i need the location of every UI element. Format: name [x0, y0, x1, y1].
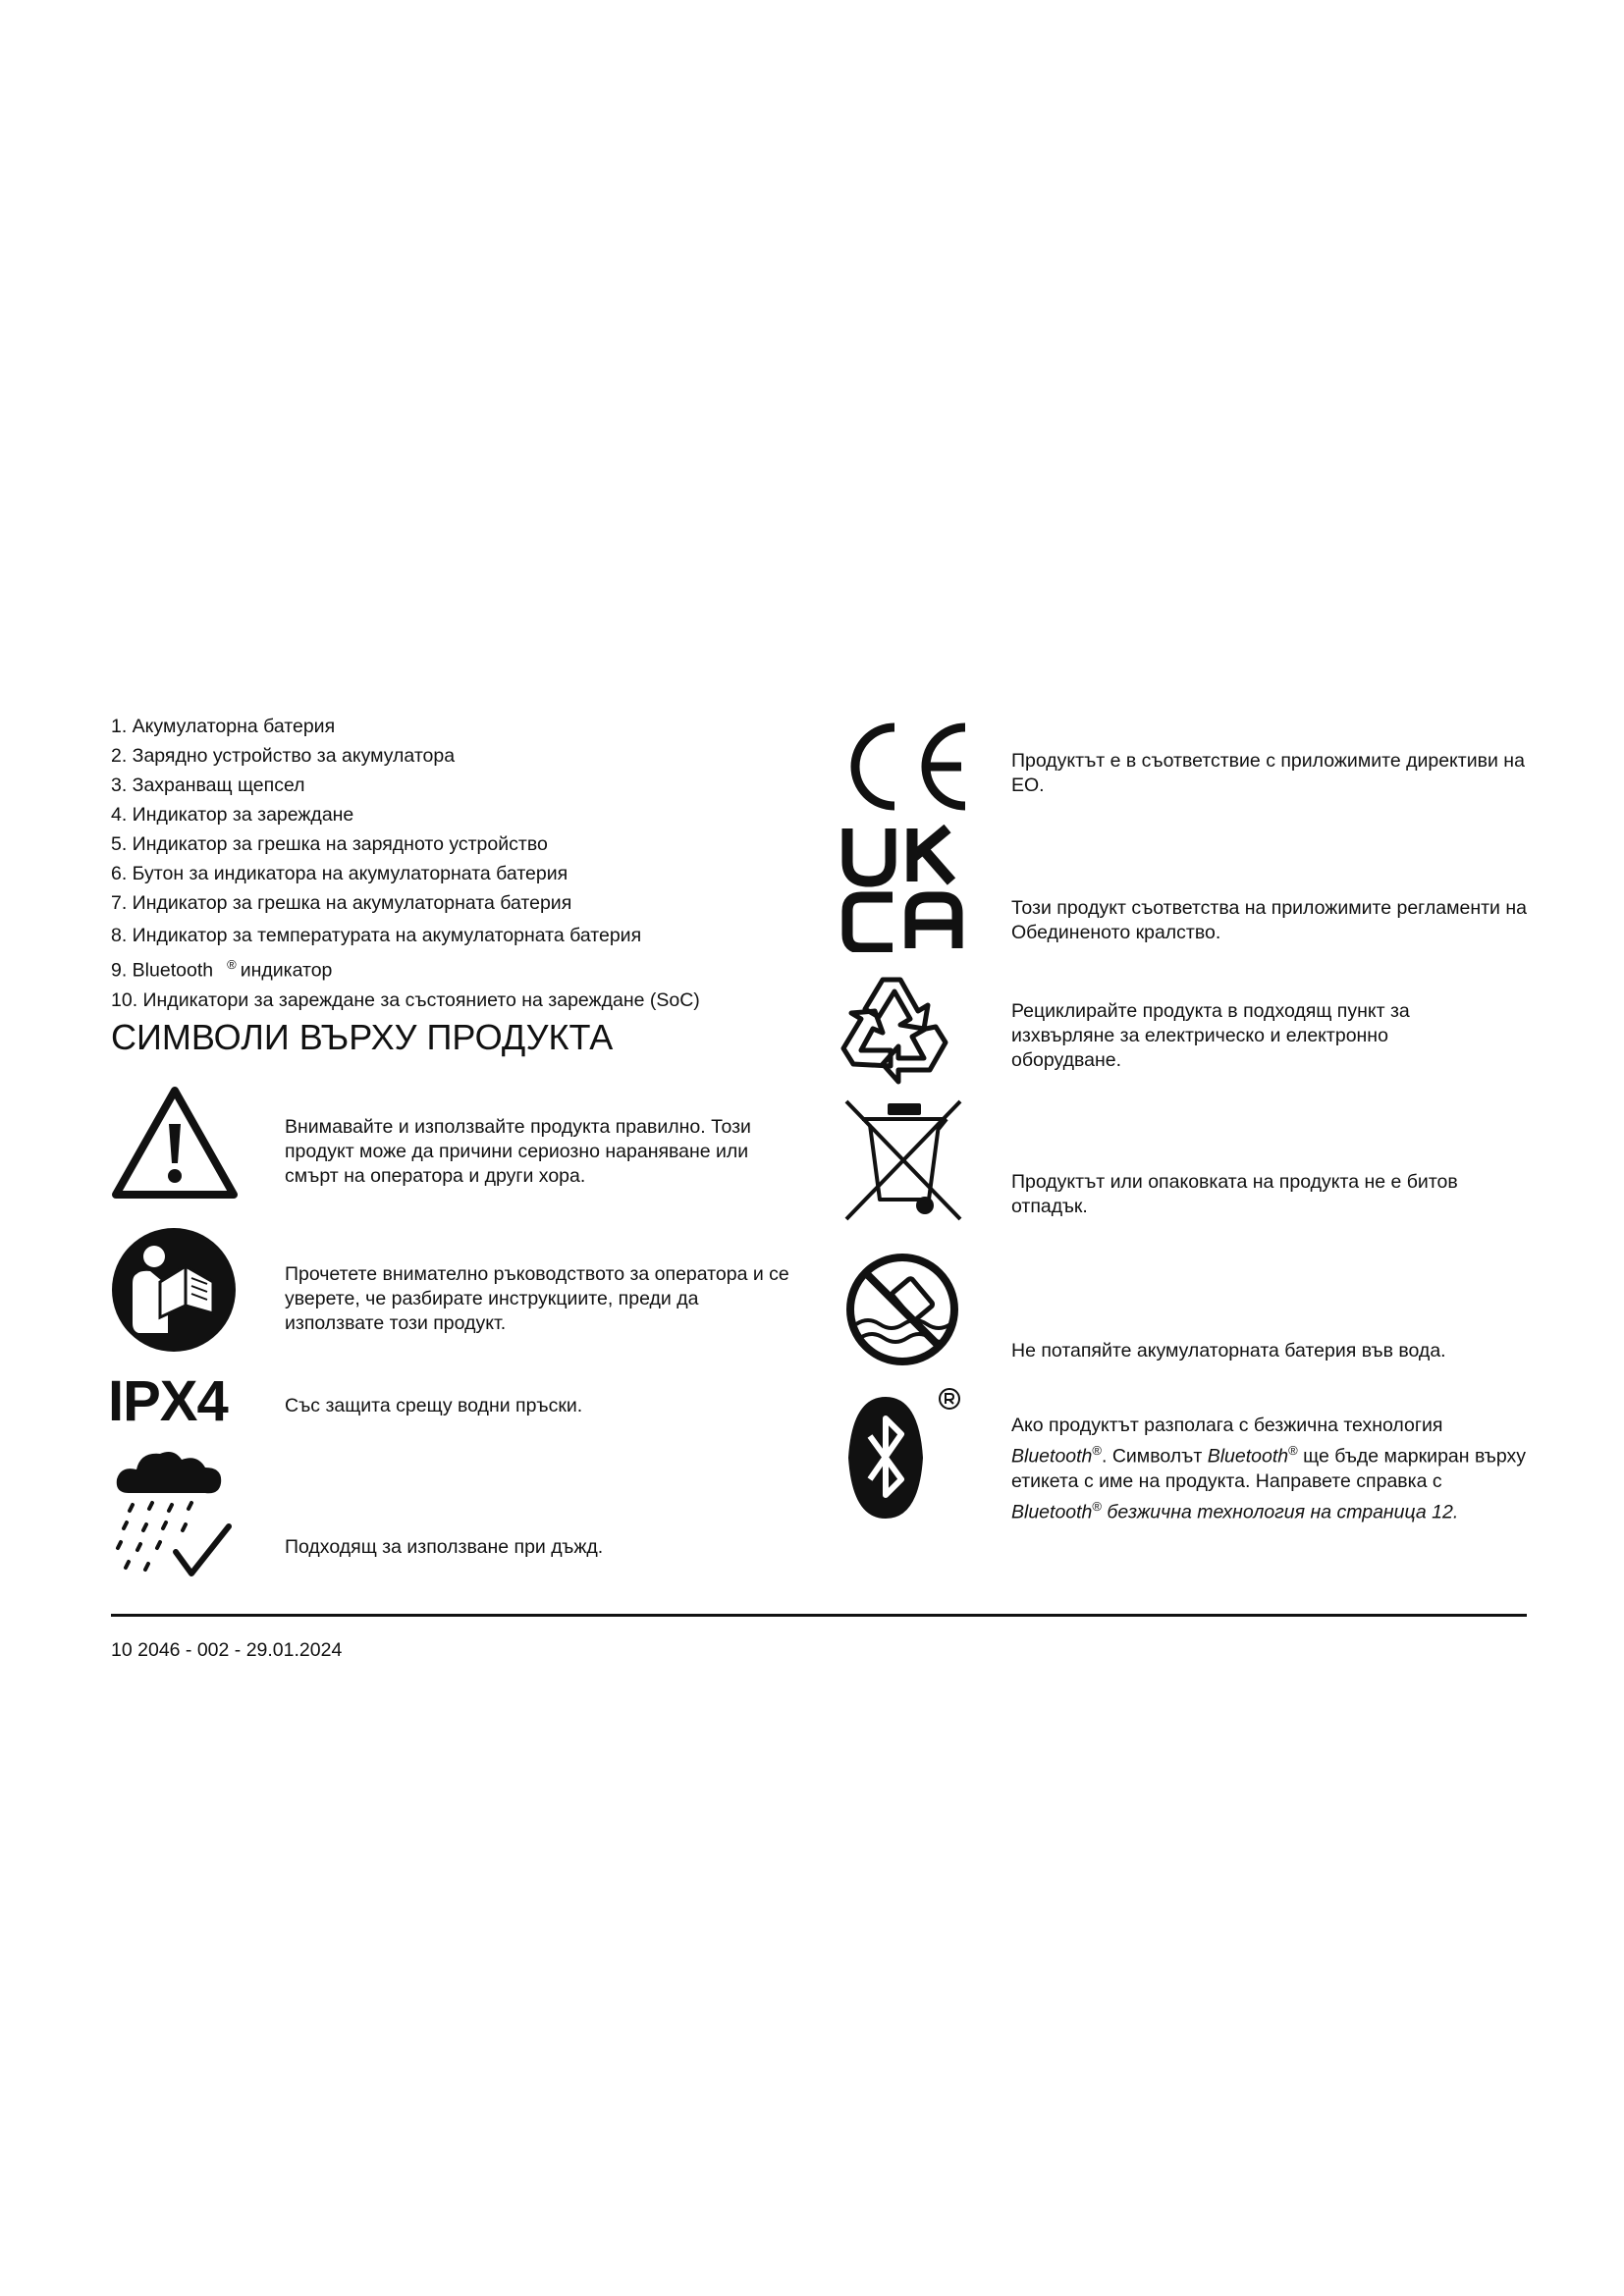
list-item: 10. Индикатори за зареждане за състоянието на зареждане (SoC) — [111, 988, 700, 1011]
bt-text-1: Ако продуктът разполага с безжична технология — [1011, 1415, 1443, 1436]
document-code: 2046 - 002 - 29.01.2024 — [137, 1639, 343, 1661]
parts-list — [111, 712, 798, 1015]
bt-brand-1: Bluetooth — [1011, 1445, 1093, 1468]
bt-brand-2: Bluetooth — [1207, 1445, 1289, 1468]
manual-text: Прочетете внимателно ръководството за оператора и се уверете, че разбирате инструкциите, преди да използвате този продукт. — [285, 1263, 789, 1334]
section-heading: СИМВОЛИ ВЪРХУ ПРОДУКТА — [111, 1017, 614, 1057]
bt-reg-3: ® — [1092, 1498, 1102, 1514]
list-item-prefix: 9. Bluetooth — [111, 959, 214, 982]
read-manual-icon — [111, 1227, 237, 1353]
list-item: 8. Индикатор за температурата на акумулаторната батерия — [111, 925, 642, 946]
bt-reg-1: ® — [1092, 1443, 1102, 1458]
crossed-bin-icon — [842, 1097, 966, 1225]
ipx4-text: Със защита срещу водни пръски. — [285, 1395, 583, 1416]
registered-trademark-icon — [938, 1387, 961, 1411]
ce-text: Продуктът е в съответствие с приложимите директиви на ЕО. — [1011, 750, 1525, 796]
warning-text: Внимавайте и използвайте продукта правилно. Този продукт може да причини сериозно нараняване или смърт на оператора и други хора. — [285, 1116, 751, 1187]
registered-mark: ® — [227, 957, 237, 972]
list-item-suffix: индикатор — [240, 959, 333, 982]
list-item — [111, 950, 798, 986]
rain-suitable-icon — [113, 1446, 237, 1583]
page-number: 10 — [111, 1639, 133, 1661]
recycle-text: Рециклирайте продукта в подходящ пункт за изхвърляне за електрическо и електронно оборудване. — [1011, 1000, 1410, 1071]
ce-mark-icon — [839, 720, 972, 814]
list-item: 7. Индикатор за грешка на акумулаторната батерия — [111, 892, 572, 914]
recycle-icon — [839, 972, 955, 1086]
bt-text-3: ще бъде маркиран върху етикета с име на продукта. Направете справка с — [1011, 1445, 1526, 1492]
bt-text-4: безжична технология на страница 12. — [1102, 1501, 1459, 1522]
bt-text-2: . Символът — [1102, 1445, 1208, 1468]
list-item: 2. Зарядно устройство за акумулатора — [111, 745, 456, 767]
ukca-text: Този продукт съответства на приложимите регламенти на Обединеното кралство. — [1011, 897, 1527, 943]
rain-text: Подходящ за използване при дъжд. — [285, 1536, 604, 1558]
list-item: 5. Индикатор за грешка на зарядното устройство — [111, 833, 548, 855]
list-item: 4. Индикатор за зареждане — [111, 804, 354, 826]
ipx4-label: IPX4 — [108, 1369, 228, 1433]
list-item: 1. Акумулаторна батерия — [111, 716, 336, 737]
warning-triangle-icon — [110, 1085, 240, 1201]
bluetooth-text — [1011, 1414, 1532, 1524]
footer — [111, 1639, 342, 1662]
list-item: 6. Бутон за индикатора на акумулаторната батерия — [111, 863, 568, 884]
water-text: Не потапяйте акумулаторната батерия във вода. — [1011, 1340, 1446, 1362]
ukca-mark-icon — [841, 825, 969, 952]
bt-reg-2: ® — [1288, 1443, 1298, 1458]
list-item: 3. Захранващ щепсел — [111, 774, 305, 796]
footer-rule — [111, 1614, 1527, 1617]
bt-brand-3: Bluetooth — [1011, 1501, 1093, 1522]
bin-text: Продуктът или опаковката на продукта не е битов отпадък. — [1011, 1171, 1458, 1217]
no-water-immersion-icon — [844, 1252, 960, 1367]
